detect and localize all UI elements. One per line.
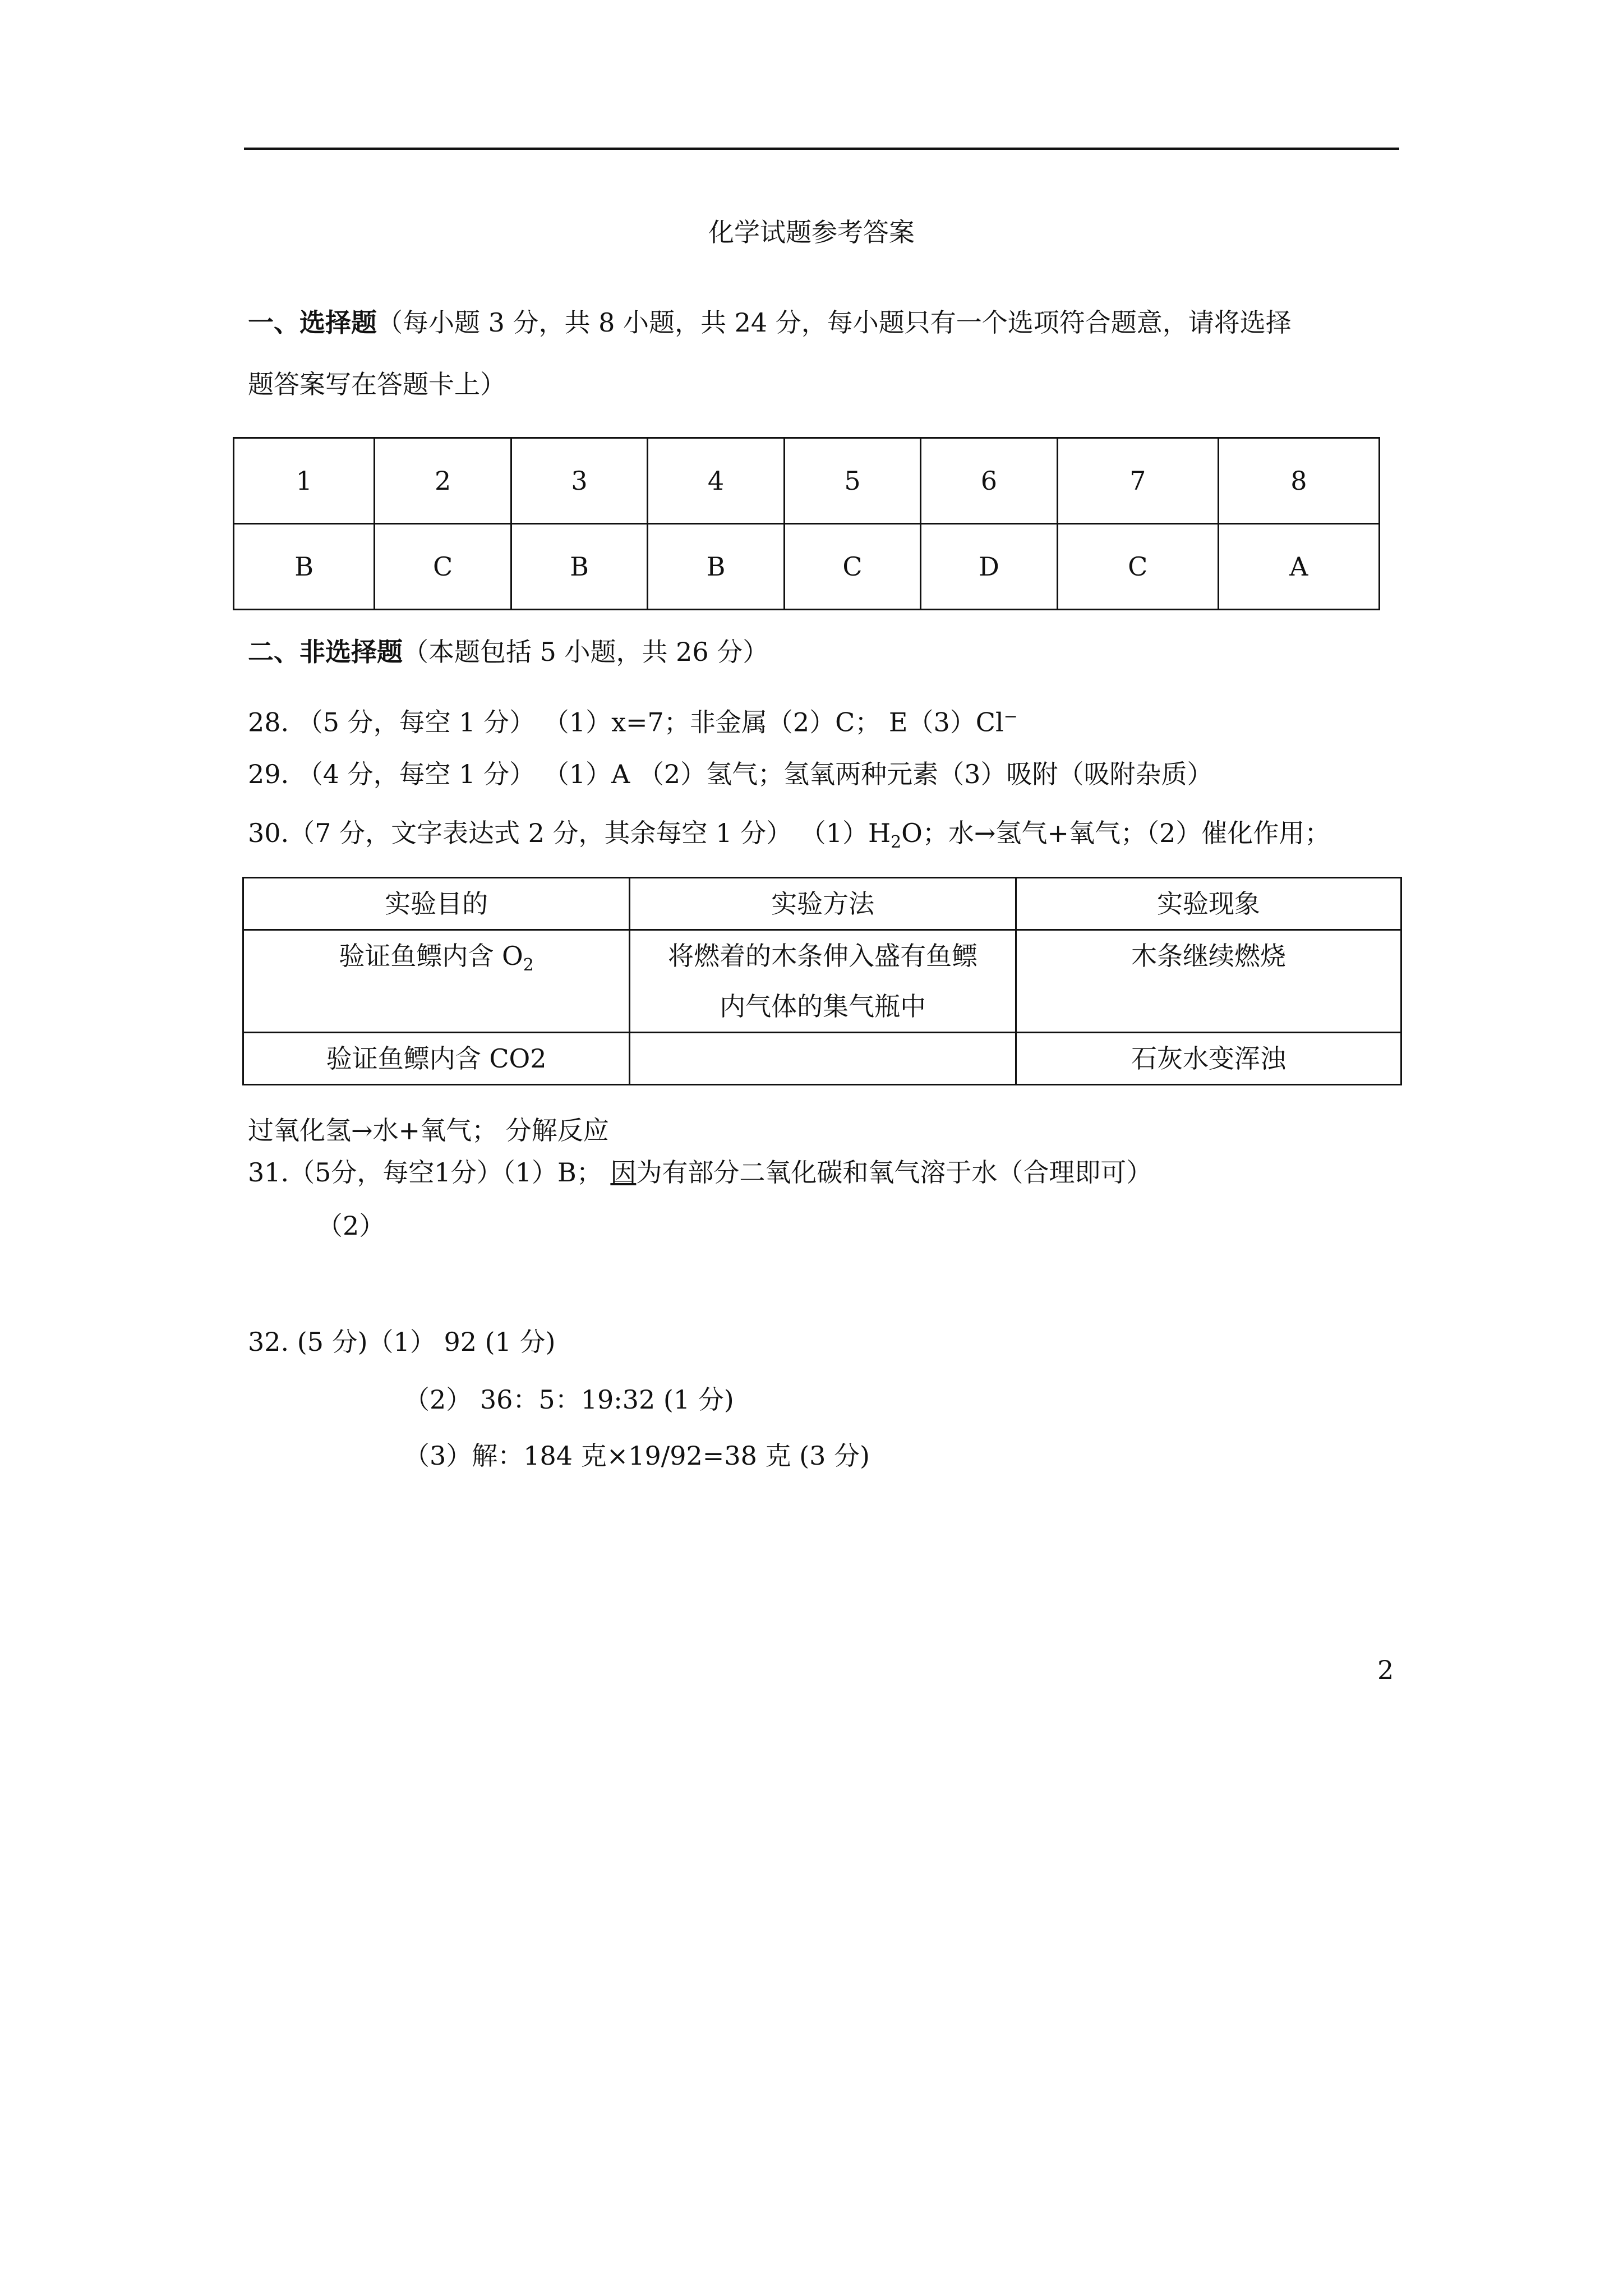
section1-desc: （每小题 3 分，共 8 小题，共 24 分，每小题只有一个选项符合题意，请将选择 [377,307,1292,338]
answer-letter: A [1218,524,1379,610]
answer-number: 7 [1057,438,1218,524]
answer-letter: B [648,524,784,610]
q31-part2: （2） [317,1211,385,1241]
row1-purpose: 验证鱼鳔内含 O [339,941,523,971]
q32-line3: （3）解：184 克×19/92=38 克 (3 分) [404,1441,870,1471]
answer-letter-row [234,524,1380,610]
row1-method-cell [630,930,1016,1033]
header-rule [244,148,1399,150]
q31-underlined: 因 [610,1157,637,1188]
q29-line: 29. （4 分，每空 1 分） （1）A （2）氢气；氢氧两种元素（3）吸附（吸附杂质） [248,759,1213,789]
answer-number: 5 [784,438,920,524]
section2-heading: 二、非选择题 [248,637,403,667]
q28-line [248,700,1018,739]
header-method: 实验方法 [630,878,1016,930]
row2-purpose: 验证鱼鳔内含 CO2 [243,1033,630,1085]
section1-heading: 一、选择题 [248,307,377,338]
row1-purpose-subscript: 2 [523,955,534,976]
answer-number: 6 [921,438,1057,524]
row2-method [630,1033,1016,1085]
answer-letter: C [784,524,920,610]
answer-letter: D [921,524,1057,610]
q30-pre: 30.（7 分，文字表达式 2 分，其余每空 1 分） （1）H [248,818,891,848]
row1-method-line2: 内气体的集气瓶中 [720,991,926,1022]
header-purpose: 实验目的 [243,878,630,930]
row1-purpose-cell [243,930,630,1033]
answer-letter: B [234,524,375,610]
experiment-row-o2 [243,930,1401,1033]
answer-letter: C [375,524,511,610]
q30-post: O；水→氢气+氧气；（2）催化作用； [901,818,1331,848]
row1-method-line1: 将燃着的木条伸入盛有鱼鳔 [668,941,978,971]
section1-desc-line2: 题答案写在答题卡上） [248,369,506,399]
section1-line1 [248,306,1292,339]
answer-number: 1 [234,438,375,524]
page-number: 2 [1377,1655,1394,1685]
answer-number: 8 [1218,438,1379,524]
q30-continued: 过氧化氢→水+氧气； 分解反应 [248,1115,609,1145]
row2-phenomenon: 石灰水变浑浊 [1016,1033,1401,1085]
q30-subscript: 2 [891,832,902,853]
answer-number: 3 [511,438,647,524]
experiment-header-row [243,878,1401,930]
answer-table [233,437,1380,610]
section2-line [248,635,768,669]
header-phenomenon: 实验现象 [1016,878,1401,930]
row1-phenomenon: 木条继续燃烧 [1016,930,1401,1033]
answer-number-row [234,438,1380,524]
q28-superscript: − [1003,707,1018,726]
q31-line [248,1156,1152,1189]
answer-number: 4 [648,438,784,524]
q28-text: 28. （5 分，每空 1 分） （1）x=7；非金属（2）C； E（3）Cl [248,707,1004,738]
experiment-table [242,877,1402,1085]
q32-line2: （2） 36：5：19:32 (1 分) [404,1384,734,1415]
q31-post: 为有部分二氧化碳和氧气溶于水（合理即可） [636,1157,1152,1188]
answer-letter: B [511,524,647,610]
q32-line1: 32. (5 分)（1） 92 (1 分) [248,1327,556,1357]
q30-line [248,816,1330,859]
section2-desc: （本题包括 5 小题，共 26 分） [403,637,769,667]
answer-letter: C [1057,524,1218,610]
answer-number: 2 [375,438,511,524]
experiment-row-co2 [243,1033,1401,1085]
page-title: 化学试题参考答案 [708,217,915,247]
q31-pre: 31.（5分，每空1分）（1）B； [248,1157,611,1188]
